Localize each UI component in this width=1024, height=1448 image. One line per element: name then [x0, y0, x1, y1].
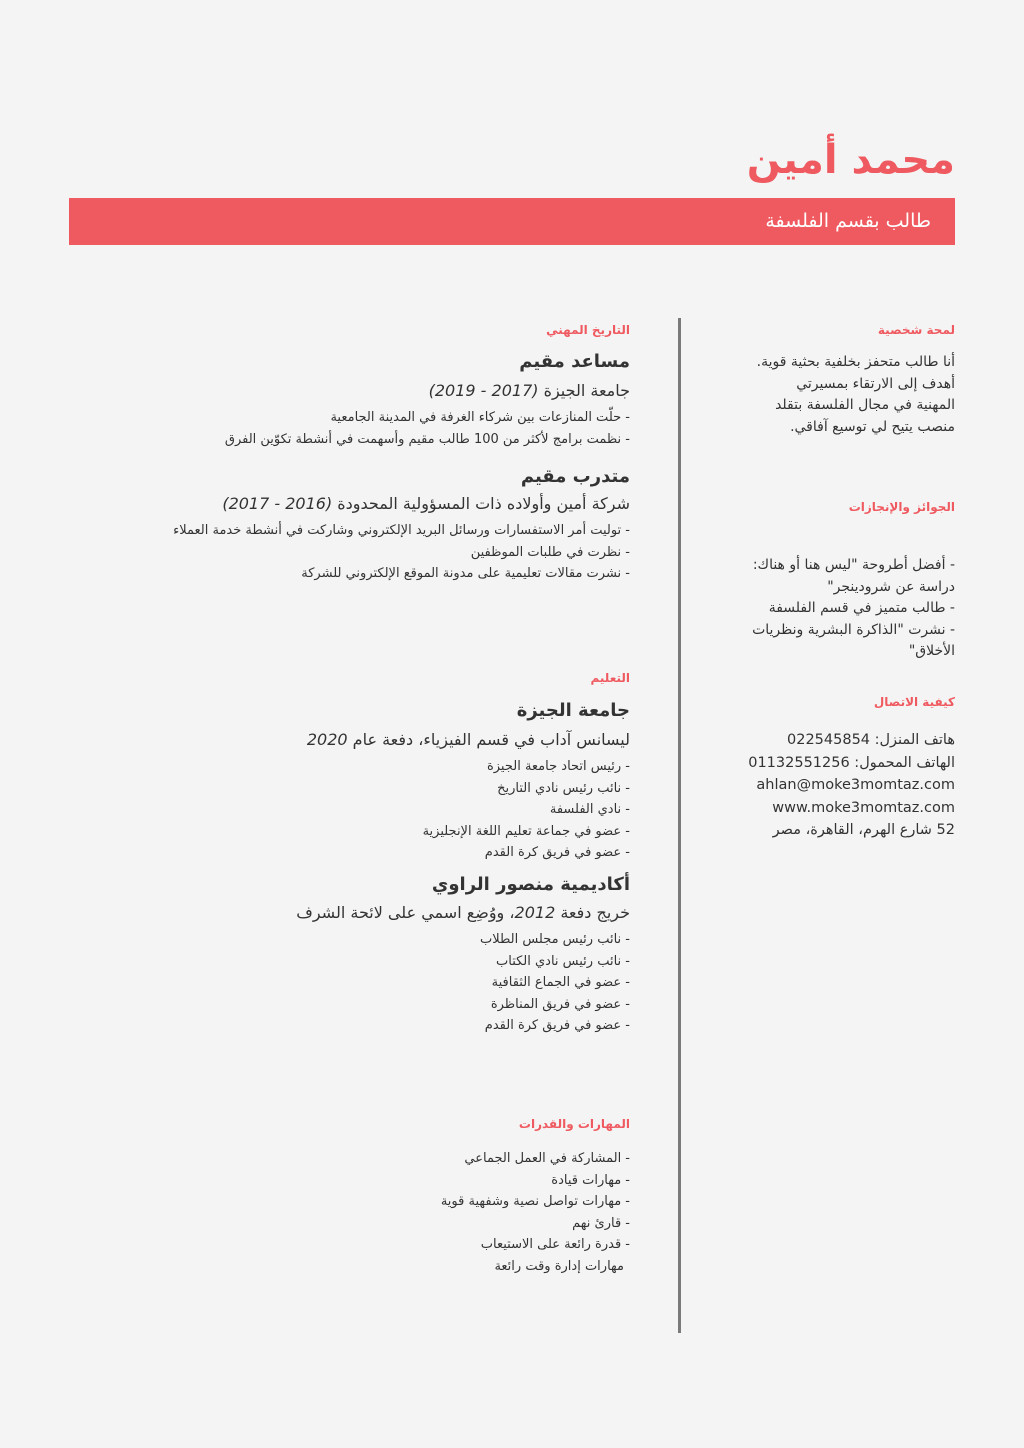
skills-heading: المهارات والقدرات — [518, 1117, 630, 1131]
school-detail — [307, 727, 630, 753]
activity-item: - عضو في جماعة تعليم اللغة الإنجليزية — [422, 823, 630, 839]
activity-item: - عضو في فريق كرة القدم — [484, 845, 630, 860]
school-detail — [296, 900, 630, 926]
degree-year: 2020 — [306, 730, 348, 749]
job-org-name: جامعة الجيزة — [543, 381, 630, 400]
award-line: الأخلاق" — [908, 643, 955, 659]
candidate-name: محمد أمين — [746, 137, 955, 183]
school-name: أكاديمية منصور الراوي — [431, 874, 630, 895]
title-banner — [69, 198, 955, 245]
email-link[interactable]: ahlan@moke3momtaz.com — [756, 777, 955, 793]
degree-text: ليسانس آداب في قسم الفيزياء، دفعة عام — [352, 730, 630, 749]
skills-list — [441, 1148, 630, 1277]
honors-text: ، ووُضِع اسمي على لائحة الشرف — [296, 903, 515, 922]
skill-item: - مهارات قيادة — [551, 1172, 630, 1188]
profile-line: منصب يتيح لي توسيع آفاقي. — [790, 418, 955, 435]
award-line: دراسة عن شرودينجر" — [827, 578, 955, 595]
address: 52 شارع الهرم، القاهرة، مصر — [772, 822, 955, 838]
job-org-name: شركة أمين وأولاده ذات المسؤولية المحدودة — [337, 494, 630, 513]
job-title: متدرب مقيم — [520, 466, 630, 487]
graduation-text: خريج دفعة — [560, 903, 630, 922]
duty-item: - توليت أمر الاستفسارات ورسائل البريد الإلكتروني وشاركت في أنشطة خدمة العملاء — [173, 523, 630, 538]
profile-heading: لمحة شخصية — [877, 323, 955, 337]
mobile-phone: الهاتف المحمول: 01132551256 — [748, 754, 955, 771]
skill-item: - مهارات تواصل نصية وشفهية قوية — [440, 1194, 630, 1209]
activity-item: - نائب رئيس مجلس الطلاب — [479, 932, 630, 947]
job-title: مساعد مقيم — [519, 351, 630, 372]
duty-item: - حلّت المنازعات بين شركاء الغرفة في المدينة الجامعية — [330, 410, 630, 425]
awards-heading: الجوائز والإنجازات — [848, 500, 955, 514]
profile-line: المهنية في مجال الفلسفة بتقلد — [775, 397, 955, 413]
job-org — [429, 378, 630, 404]
contact-heading: كيفية الاتصال — [873, 695, 955, 709]
school-activities — [480, 929, 630, 1037]
column-divider — [678, 318, 681, 1333]
activity-item: - رئيس اتحاد جامعة الجيزة — [486, 759, 630, 774]
award-line: - طالب متميز في قسم الفلسفة — [768, 600, 955, 616]
school-activities — [423, 756, 630, 864]
activity-item: - نائب رئيس نادي التاريخ — [497, 780, 630, 796]
skill-item: - قارئ نهم — [572, 1215, 630, 1231]
website-link[interactable]: www.moke3momtaz.com — [772, 799, 955, 816]
awards-list — [725, 555, 955, 663]
experience-heading: التاريخ المهني — [546, 323, 630, 337]
job-title-text: طالب بقسم الفلسفة — [765, 210, 931, 232]
skill-item: - قدرة رائعة على الاستيعاب — [480, 1237, 630, 1252]
job-duties — [173, 520, 630, 585]
education-heading: التعليم — [590, 671, 630, 685]
skill-item: - المشاركة في العمل الجماعي — [464, 1151, 630, 1166]
home-phone: هاتف المنزل: 022545854 — [787, 732, 955, 748]
activity-item: - نائب رئيس نادي الكتاب — [496, 953, 630, 969]
profile-line: أهدف إلى الارتقاء بمسيرتي — [796, 375, 955, 392]
activity-item: - نادي الفلسفة — [549, 802, 630, 817]
award-line: - أفضل أطروحة "ليس هنا أو هناك: — [752, 557, 955, 573]
award-line: - نشرت "الذاكرة البشرية ونظريات — [752, 621, 955, 638]
job-org — [222, 491, 630, 517]
skill-item: مهارات إدارة وقت رائعة — [494, 1258, 624, 1274]
duty-item: - نظرت في طلبات الموظفين — [470, 544, 630, 560]
graduation-year: 2012 — [514, 903, 556, 922]
job-period: (2017 - 2019) — [428, 381, 539, 400]
duty-item: - نظمت برامج لأكثر من 100 طالب مقيم وأسهمت في أنشطة تكوّين الفرق — [224, 431, 630, 447]
profile-text — [725, 352, 955, 438]
activity-item: - عضو في فريق كرة القدم — [484, 1018, 630, 1033]
duty-item: - نشرت مقالات تعليمية على مدونة الموقع الإلكتروني للشركة — [301, 566, 630, 581]
activity-item: - عضو في الجماع الثقافية — [491, 975, 630, 990]
job-period: (2016 - 2017) — [222, 494, 333, 513]
contact-info — [725, 729, 955, 842]
job-duties — [225, 407, 630, 450]
activity-item: - عضو في فريق المناظرة — [490, 996, 630, 1012]
profile-line: أنا طالب متحفز بخلفية بحثية قوية. — [756, 354, 955, 370]
school-name: جامعة الجيزة — [516, 700, 630, 721]
